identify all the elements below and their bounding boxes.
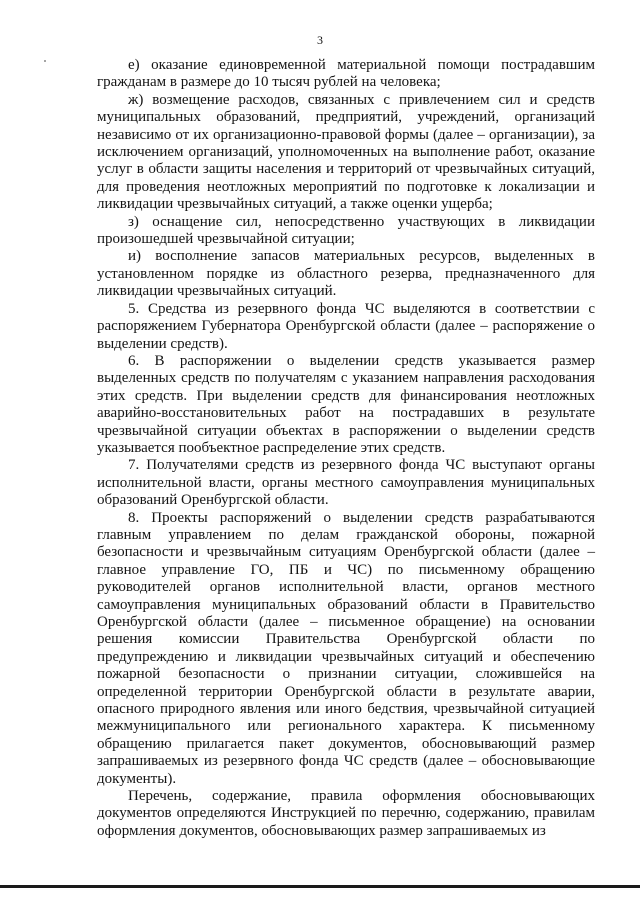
page-number: 3 [317,33,323,47]
document-body [97,57,595,840]
paragraph-item-i: и) восполнение запасов материальных ресурсов, выделенных в установленном порядке из областного резерва, предназначенного для ликвидации чрезвычайных ситуаций. [97,248,595,300]
paragraph-item-z: з) оснащение сил, непосредственно участвующих в ликвидации произошедшей чрезвычайной ситуации; [97,213,595,248]
paragraph-7: 7. Получателями средств из резервного фонда ЧС выступают органы исполнительной власти, органы местного самоуправления муниципальных образований Оренбургской области. [97,457,595,509]
paragraph-6: 6. В распоряжении о выделении средств указывается размер выделенных средств по получателям с указанием направления расходования этих средств. При выделении средств для финансирования неотложных аварийно-восстановительных работ на пострадавших в результате чрезвычайной ситуации объектах в распоряжении о выделении средств указывается пообъектное распределение этих средств. [97,352,595,456]
paragraph-8: 8. Проекты распоряжений о выделении средств разрабатываются главным управлением по делам гражданской обороны, пожарной безопасности и чрезвычайным ситуациям Оренбургской области (далее – главное управление ГО, ПБ и ЧС) по письменному обращению руководителей органов исполнительной власти, органов местного самоуправления муниципальных образований области в Правительство Оренбургской области (далее – письменное обращение) на основании решения комиссии Правительства Оренбургской области по предупреждению и ликвидации чрезвычайных ситуаций и обеспечению пожарной безопасности о признании ситуации, сложившейся на определенной территории Оренбургской области в результате аварии, опасного природного явления или иного бедствия, чрезвычайной ситуацией межмуниципального или регионального характера. К письменному обращению прилагается пакет документов, обосновывающий размер запрашиваемых из резервного фонда ЧС средств (далее – обосновывающие документы). [97,509,595,787]
page-bottom-rule [0,885,640,888]
paragraph-item-e: е) оказание единовременной материальной помощи пострадавшим гражданам в размере до 10 тысяч рублей на человека; [97,57,595,91]
paragraph-documents-list: Перечень, содержание, правила оформления обосновывающих документов определяются Инструкцией по перечню, содержанию, правилам оформления документов, обосновывающих размер запрашиваемых из [97,788,595,839]
paragraph-5: 5. Средства из резервного фонда ЧС выделяются в соответствии с распоряжением Губернатора Оренбургской области (далее – распоряжение о выделении средств). [97,300,595,352]
scan-speck [44,60,46,62]
paragraph-item-zh: ж) возмещение расходов, связанных с привлечением сил и средств муниципальных образований, предприятий, учреждений, организаций независимо от их организационно-правовой формы (далее – организации), за исключением организаций, уполномоченных на выполнение работ, оказание услуг в области защиты населения и территорий от чрезвычайных ситуаций, для проведения неотложных мероприятий по подготовке к локализации и ликвидации чрезвычайных ситуаций, а также оценки ущерба; [97,91,595,213]
